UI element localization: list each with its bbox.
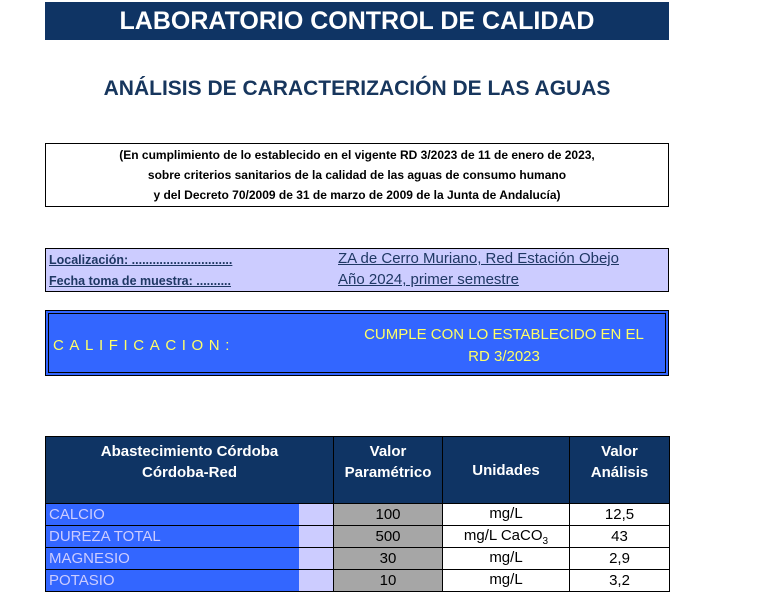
legal-note-line: sobre criterios sanitarios de la calidad de las aguas de consumo humano	[147, 168, 567, 182]
qualification-box	[45, 310, 669, 376]
location-row	[46, 250, 668, 271]
parametric-value: 100	[334, 504, 443, 526]
parametric-value: 10	[334, 570, 443, 592]
supply-header-line: Córdoba-Red	[142, 464, 237, 481]
unit-text: mg/L CaCO	[463, 526, 543, 544]
parameter-name: POTASIO	[46, 570, 299, 592]
unit-subscript: 3	[542, 535, 549, 547]
analysis-header-line: Valor	[601, 443, 638, 460]
row-spacer	[299, 504, 334, 526]
table-header-row	[46, 437, 670, 504]
parametric-value: 500	[334, 526, 443, 548]
parameter-name: MAGNESIO	[46, 548, 299, 570]
analysis-value: 2,9	[570, 548, 670, 570]
param-header-line: Paramétrico	[344, 464, 432, 481]
param-header	[334, 437, 443, 504]
analysis-header	[570, 437, 670, 504]
analysis-value: 43	[570, 526, 670, 548]
table-row	[46, 526, 670, 548]
parameter-name: DUREZA TOTAL	[46, 526, 299, 548]
lab-title: LABORATORIO CONTROL DE CALIDAD	[45, 2, 669, 40]
parameter-name: CALCIO	[46, 504, 299, 526]
qualification-value-line: CUMPLE CON LO ESTABLECIDO EN EL	[364, 326, 644, 343]
table-row	[46, 504, 670, 526]
row-spacer	[299, 526, 334, 548]
unit	[443, 570, 570, 592]
analysis-value: 3,2	[570, 570, 670, 592]
sample-date-value: Año 2024, primer semestre	[338, 271, 519, 288]
unit	[443, 526, 570, 548]
unit-text: mg/L	[489, 504, 523, 522]
qualification-value-line: RD 3/2023	[468, 348, 540, 365]
qualification-inner	[48, 313, 666, 373]
sample-date-label: Fecha toma de muestra: ..........	[49, 274, 231, 288]
unit-text: mg/L	[489, 570, 523, 588]
param-header-line: Valor	[369, 443, 407, 460]
unit	[443, 548, 570, 570]
location-value: ZA de Cerro Muriano, Red Estación Obejo	[338, 250, 619, 267]
row-spacer	[299, 570, 334, 592]
sample-date-row	[46, 271, 668, 292]
legal-note	[45, 143, 669, 207]
legal-note-line: y del Decreto 70/2009 de 31 de marzo de 2009 de la Junta de Andalucía)	[153, 188, 561, 202]
legal-note-line: (En cumplimiento de lo establecido en el vigente RD 3/2023 de 11 de enero de 2023,	[119, 148, 595, 162]
supply-header	[46, 437, 334, 504]
analysis-value: 12,5	[570, 504, 670, 526]
parametric-value: 30	[334, 548, 443, 570]
analysis-header-line: Análisis	[590, 464, 649, 481]
results-table	[45, 436, 670, 592]
location-label: Localización: .............................	[49, 253, 233, 267]
units-header: Unidades	[443, 437, 570, 504]
report-subtitle: ANÁLISIS DE CARACTERIZACIÓN DE LAS AGUAS	[103, 77, 611, 100]
qualification-label: CALIFICACION:	[53, 337, 235, 354]
unit-text: mg/L	[489, 548, 523, 566]
qualification-value	[339, 324, 669, 368]
row-spacer	[299, 548, 334, 570]
sample-info-box	[45, 248, 669, 292]
supply-header-line: Abastecimiento Córdoba	[100, 443, 279, 460]
table-row	[46, 570, 670, 592]
unit	[443, 504, 570, 526]
table-row	[46, 548, 670, 570]
